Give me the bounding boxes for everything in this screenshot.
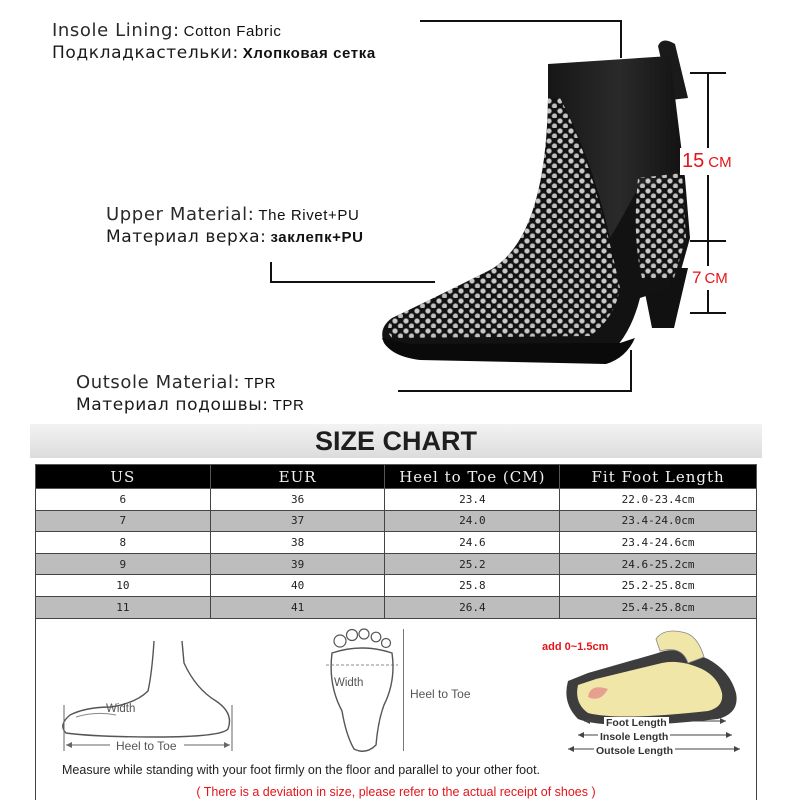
outsole-material-label: Outsole Material: TPR Материал подошвы: TPR: [76, 372, 305, 415]
column-header-heel-to-toe: Heel to Toe (CM): [385, 465, 560, 489]
cell-us: 7: [36, 510, 211, 532]
cell-heel-to-toe: 25.2: [385, 553, 560, 575]
studded-ankle-boot-image: [370, 38, 700, 378]
cell-eur: 41: [210, 596, 385, 618]
table-row: [36, 489, 757, 511]
cell-us: 8: [36, 532, 211, 554]
measuring-guide: [35, 618, 757, 800]
cell-heel-to-toe: 26.4: [385, 596, 560, 618]
table-row: [36, 532, 757, 554]
top-width-label: Width: [334, 677, 364, 689]
cell-eur: 40: [210, 575, 385, 597]
add-range-label: add 0~1.5cm: [542, 641, 609, 653]
heel-height-label: 7 CM: [691, 266, 729, 290]
cell-fit-foot-length: 22.0-23.4cm: [560, 489, 757, 511]
top-heel-to-toe-label: Heel to Toe: [410, 687, 471, 701]
cell-heel-to-toe: 25.8: [385, 575, 560, 597]
cell-us: 9: [36, 553, 211, 575]
cell-fit-foot-length: 24.6-25.2cm: [560, 553, 757, 575]
table-row: [36, 510, 757, 532]
insole-lining-label: Insole Lining: Cotton Fabric Подкладкастельки: Хлопковая сетка: [52, 20, 376, 63]
table-row: [36, 596, 757, 618]
cell-eur: 37: [210, 510, 385, 532]
cell-heel-to-toe: 24.0: [385, 510, 560, 532]
shaft-height-label: 15 CM: [680, 148, 734, 175]
column-header-eur: EUR: [210, 465, 385, 489]
cell-heel-to-toe: 23.4: [385, 489, 560, 511]
table-row: [36, 575, 757, 597]
cell-fit-foot-length: 25.2-25.8cm: [560, 575, 757, 597]
cell-eur: 38: [210, 532, 385, 554]
insole-length-label: Insole Length: [600, 731, 669, 743]
column-header-us: US: [36, 465, 211, 489]
size-chart-banner: [30, 424, 762, 458]
cell-fit-foot-length: 25.4-25.8cm: [560, 596, 757, 618]
side-foot-diagram: [56, 633, 236, 753]
outsole-callout-line: [398, 390, 632, 392]
cell-us: 6: [36, 489, 211, 511]
heel-to-toe-dimension-line: [403, 629, 404, 751]
column-header-fit-foot-length: Fit Foot Length: [560, 465, 757, 489]
cell-us: 11: [36, 596, 211, 618]
upper-callout-line-vertical: [270, 262, 272, 282]
table-header-row: [36, 465, 757, 489]
insole-callout-line: [420, 20, 622, 22]
cell-fit-foot-length: 23.4-24.6cm: [560, 532, 757, 554]
upper-material-label: Upper Material: The Rivet+PU Материал верха: заклепк+PU: [106, 204, 364, 247]
measuring-instruction: Measure while standing with your foot firmly on the floor and parallel to your other foot.: [62, 763, 541, 777]
cell-us: 10: [36, 575, 211, 597]
deviation-note: ( There is a deviation in size, please refer to the actual receipt of shoes ): [196, 785, 596, 799]
cell-heel-to-toe: 24.6: [385, 532, 560, 554]
cell-fit-foot-length: 23.4-24.0cm: [560, 510, 757, 532]
size-chart-title: SIZE CHART: [315, 426, 477, 456]
cell-eur: 39: [210, 553, 385, 575]
heel-bottom-marker: [690, 312, 726, 314]
side-heel-to-toe-label: Heel to Toe: [116, 739, 177, 753]
side-width-label: Width: [106, 703, 136, 715]
cell-eur: 36: [210, 489, 385, 511]
outsole-length-label: Outsole Length: [596, 745, 673, 757]
foot-length-label: Foot Length: [606, 717, 667, 729]
table-row: [36, 553, 757, 575]
size-chart-table: [35, 464, 757, 619]
